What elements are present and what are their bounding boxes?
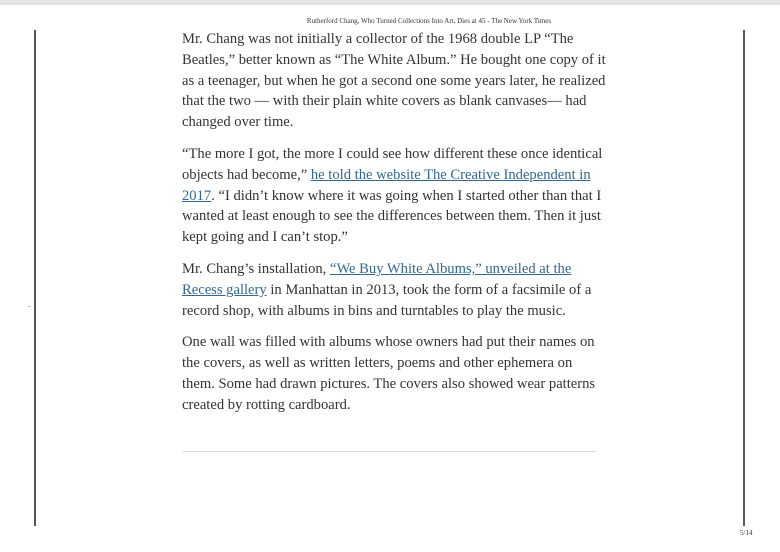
we-buy-white-albums-link[interactable]: “We Buy White Albums,” unveiled at the Recess gallery xyxy=(182,260,572,298)
paragraph-text: “The more I got, the more I could see how different these once identical objects had become,” xyxy=(182,145,603,183)
viewer-top-bar xyxy=(0,0,780,5)
article-divider xyxy=(182,451,597,452)
page-header-title: Rutherford Chang, Who Turned Collections Into Art, Dies at 45 - The New York Times xyxy=(306,17,552,25)
paragraph-text: Mr. Chang’s installation, xyxy=(182,260,330,277)
paragraph-white-album-origin: Mr. Chang was not initially a collector of the 1968 double LP “The Beatles,” better known as “The White Album.” He bought one copy of it as a teenager, but when he got a second one some years later, he realized that the two — with their plain white covers as blank canvases— had changed over time. xyxy=(182,31,606,131)
paragraph-text: in Manhattan in 2013, took the form of a facsimile of a record shop, with albums in bins and turntables to play the music. xyxy=(182,281,592,319)
article-body xyxy=(182,29,607,427)
right-margin-rule xyxy=(743,30,745,526)
creative-independent-link[interactable]: he told the website The Creative Independent in 2017 xyxy=(182,166,591,204)
paragraph-wall-albums: One wall was filled with albums whose owners had put their names on the covers, as well as written letters, poems and other ephemera on them. Some had drawn pictures. The covers also showed wear patterns created by rotting cardboard. xyxy=(182,334,596,413)
margin-tick-mark xyxy=(28,306,31,307)
page-number: 5/14 xyxy=(740,529,753,537)
left-margin-rule xyxy=(34,30,36,526)
paragraph-text: . “I didn’t know where it was going when I started other than that I wanted at least enough to see the differences between them. Then it just kept going and I can’t stop.” xyxy=(182,187,602,246)
paragraph-installation xyxy=(182,259,607,321)
paragraph-creative-independent-quote xyxy=(182,144,607,248)
